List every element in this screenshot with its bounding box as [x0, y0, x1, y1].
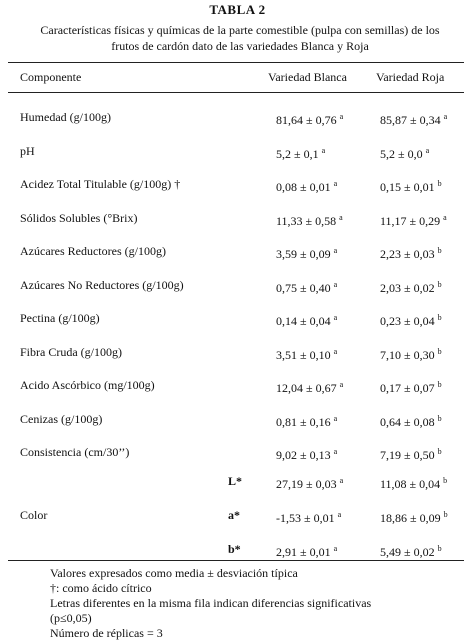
row-variedad-roja: [380, 378, 442, 395]
row-componente: pH: [20, 144, 35, 158]
row-variedad-blanca-significance: a: [321, 146, 326, 155]
row-variedad-blanca-significance: a: [333, 447, 338, 456]
row-componente: Humedad (g/100g): [20, 110, 111, 124]
color-variedad-roja-value: 11,08 ± 0,04: [380, 477, 441, 491]
color-variedad-roja-value: 18,86 ± 0,09: [380, 511, 441, 525]
row-variedad-roja: [380, 244, 442, 261]
row-variedad-roja: [380, 110, 447, 127]
row-variedad-roja: [380, 144, 429, 161]
color-variedad-blanca: [276, 542, 337, 559]
row-variedad-roja-significance: b: [437, 246, 442, 255]
row-variedad-blanca-significance: a: [333, 280, 338, 289]
row-variedad-roja-value: 0,15 ± 0,01: [380, 180, 435, 194]
row-variedad-roja-significance: b: [437, 179, 442, 188]
row-variedad-roja: [380, 412, 442, 429]
color-variedad-blanca: [276, 508, 341, 525]
row-variedad-blanca-significance: a: [339, 380, 344, 389]
color-variedad-roja: [380, 542, 442, 559]
note-line: †: como ácido cítrico: [50, 581, 152, 595]
header-variedad-blanca: Variedad Blanca: [268, 70, 347, 84]
row-variedad-blanca-value: 3,51 ± 0,10: [276, 348, 331, 362]
row-variedad-blanca-significance: a: [333, 347, 338, 356]
row-variedad-blanca: [276, 278, 337, 295]
row-componente: Azúcares Reductores (g/100g): [20, 244, 166, 258]
row-variedad-roja: [380, 445, 442, 462]
color-variedad-blanca-value: -1,53 ± 0,01: [276, 511, 335, 525]
row-variedad-blanca-significance: a: [333, 179, 338, 188]
color-variedad-blanca-value: 27,19 ± 0,03: [276, 477, 337, 491]
row-variedad-roja-value: 7,19 ± 0,50: [380, 448, 435, 462]
note-line: Valores expresados como media ± desviación típica: [50, 566, 298, 580]
row-variedad-roja-significance: a: [425, 146, 430, 155]
row-variedad-blanca-significance: a: [339, 213, 343, 222]
row-componente: Fibra Cruda (g/100g): [20, 345, 122, 359]
header-variedad-roja: Variedad Roja: [376, 70, 445, 84]
color-variedad-roja-significance: b: [443, 476, 448, 485]
row-variedad-roja-value: 7,10 ± 0,30: [380, 348, 435, 362]
row-variedad-roja: [380, 345, 442, 362]
row-variedad-roja: [380, 211, 447, 228]
color-variedad-roja-value: 5,49 ± 0,02: [380, 545, 435, 559]
color-variedad-blanca: [276, 474, 343, 491]
row-componente: Sólidos Solubles (°Brix): [20, 211, 138, 225]
row-variedad-roja: [380, 278, 442, 295]
table-notes: [50, 566, 460, 641]
row-variedad-blanca-value: 9,02 ± 0,13: [276, 448, 331, 462]
row-variedad-roja-significance: a: [443, 112, 448, 121]
row-componente: Consistencia (cm/30’’): [20, 445, 130, 459]
header-rule: [8, 92, 464, 93]
row-variedad-blanca: [276, 110, 343, 127]
note-line: Número de réplicas = 3: [50, 626, 163, 640]
row-variedad-blanca-value: 0,08 ± 0,01: [276, 180, 331, 194]
row-variedad-roja-significance: b: [437, 280, 442, 289]
row-variedad-roja-significance: b: [437, 447, 442, 456]
top-rule: [8, 62, 464, 63]
row-variedad-roja: [380, 311, 442, 328]
table-caption: Características físicas y químicas de la parte comestible (pulpa con semillas) de los frutos de cardón dato de las variedades Blanca y Roja: [40, 23, 440, 53]
row-variedad-blanca-value: 12,04 ± 0,67: [276, 381, 337, 395]
row-variedad-blanca-value: 81,64 ± 0,76: [276, 113, 337, 127]
row-componente: Acidez Total Titulable (g/100g) †: [20, 177, 181, 191]
row-variedad-blanca: [276, 345, 337, 362]
row-variedad-roja: [380, 177, 442, 194]
row-variedad-blanca-value: 5,2 ± 0,1: [276, 147, 319, 161]
header-componente: Componente: [20, 70, 82, 84]
row-variedad-blanca: [276, 378, 343, 395]
row-variedad-blanca: [276, 445, 337, 462]
color-variedad-blanca-significance: a: [333, 544, 338, 553]
color-label: Color: [20, 508, 48, 522]
note-line: (p≤0,05): [50, 611, 92, 625]
row-componente: Azúcares No Reductores (g/100g): [20, 278, 184, 292]
row-variedad-blanca: [276, 311, 337, 328]
row-variedad-roja-value: 5,2 ± 0,0: [380, 147, 423, 161]
row-variedad-roja-significance: b: [437, 347, 442, 356]
row-componente: Cenizas (g/100g): [20, 412, 103, 426]
color-sub-label: a*: [228, 508, 240, 522]
row-variedad-roja-value: 2,23 ± 0,03: [380, 247, 435, 261]
row-variedad-blanca-significance: a: [339, 112, 344, 121]
row-variedad-blanca-value: 11,33 ± 0,58: [276, 214, 337, 228]
row-variedad-blanca-significance: a: [333, 414, 338, 423]
row-variedad-blanca-value: 0,75 ± 0,40: [276, 281, 331, 295]
color-variedad-roja-significance: b: [443, 510, 448, 519]
bottom-rule: [8, 560, 464, 561]
row-variedad-blanca-significance: a: [333, 313, 338, 322]
row-variedad-roja-value: 0,17 ± 0,07: [380, 381, 435, 395]
color-sub-label: L*: [228, 474, 243, 488]
row-variedad-roja-significance: a: [443, 213, 447, 222]
row-variedad-roja-significance: b: [437, 380, 442, 389]
table-title: TABLA 2: [209, 2, 266, 17]
row-variedad-blanca: [276, 211, 343, 228]
row-componente: Acido Ascórbico (mg/100g): [20, 378, 155, 392]
row-variedad-blanca: [276, 144, 325, 161]
color-variedad-roja: [380, 474, 447, 491]
color-variedad-roja-significance: b: [437, 544, 442, 553]
row-variedad-blanca: [276, 244, 337, 261]
color-variedad-blanca-significance: a: [337, 510, 342, 519]
row-variedad-blanca-value: 3,59 ± 0,09: [276, 247, 331, 261]
row-componente: Pectina (g/100g): [20, 311, 100, 325]
note-line: Letras diferentes en la misma fila indican diferencias significativas: [50, 596, 372, 610]
row-variedad-roja-value: 2,03 ± 0,02: [380, 281, 435, 295]
row-variedad-blanca-value: 0,14 ± 0,04: [276, 314, 331, 328]
row-variedad-roja-significance: b: [437, 414, 442, 423]
row-variedad-blanca: [276, 177, 337, 194]
row-variedad-roja-value: 0,23 ± 0,04: [380, 314, 435, 328]
row-variedad-blanca-significance: a: [333, 246, 338, 255]
row-variedad-roja-value: 11,17 ± 0,29: [380, 214, 441, 228]
color-variedad-blanca-value: 2,91 ± 0,01: [276, 545, 331, 559]
color-variedad-roja: [380, 508, 448, 525]
row-variedad-roja-significance: b: [437, 313, 442, 322]
row-variedad-roja-value: 85,87 ± 0,34: [380, 113, 441, 127]
color-variedad-blanca-significance: a: [339, 476, 344, 485]
row-variedad-blanca-value: 0,81 ± 0,16: [276, 415, 331, 429]
row-variedad-blanca: [276, 412, 337, 429]
color-sub-label: b*: [228, 542, 241, 556]
row-variedad-roja-value: 0,64 ± 0,08: [380, 415, 435, 429]
